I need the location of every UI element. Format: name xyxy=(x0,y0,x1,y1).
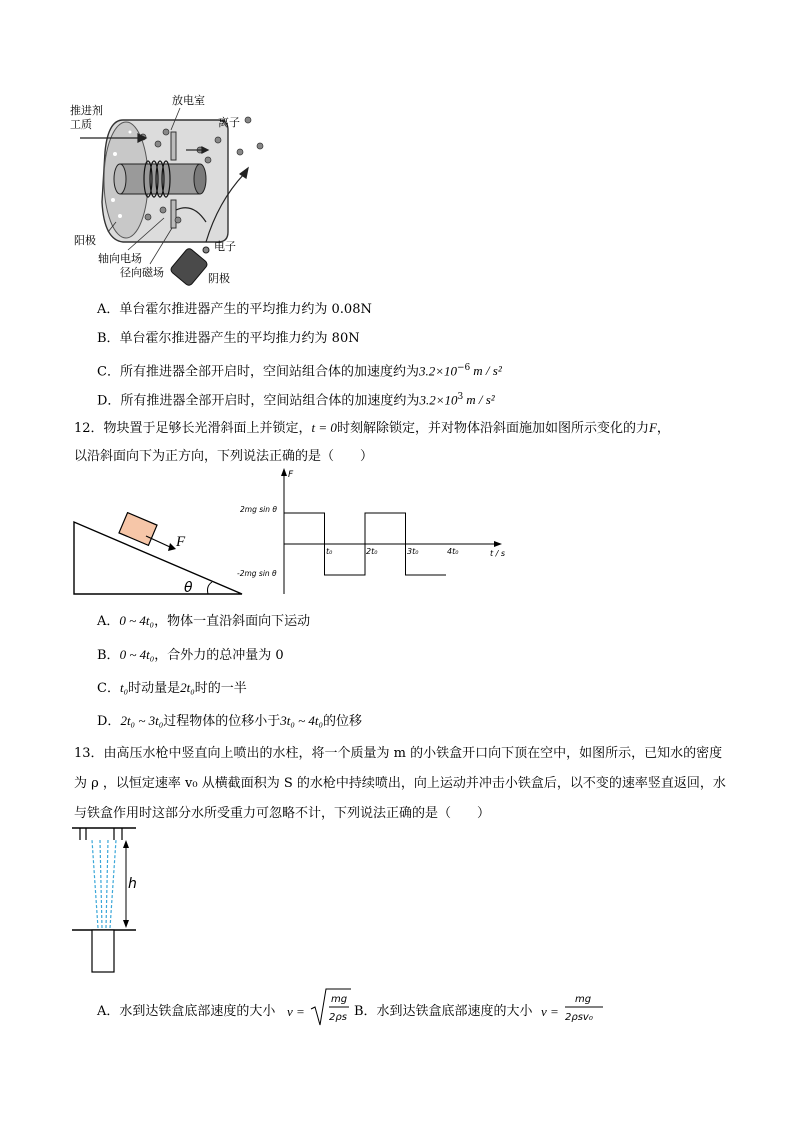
q11-option-d-exp: 3 xyxy=(457,392,464,402)
q11-option-d-text: D．所有推进器全部开启时，空间站组合体的加速度约为 xyxy=(97,393,420,409)
q13-option-b xyxy=(354,1003,533,1021)
q12-option-d xyxy=(97,712,362,731)
water-gun-figure xyxy=(70,824,150,976)
q11-option-c-unit: m / s² xyxy=(473,363,502,379)
q13-a-num: mg xyxy=(331,994,348,1005)
q13-a-v: v = xyxy=(287,1004,305,1019)
label-propellant-1: 推进剂 xyxy=(70,104,103,117)
q13-stem: 13．由高压水枪中竖直向上喷出的水柱，将一个质量为 m 的小铁盒开口向下顶在空中，如图所示，已知水的密度为 ρ ，以恒定速率 v₀ 从横截面积为 S 的水枪中持续喷出，向上运动并冲击小铁盒后，以不变的速率竖直返回，水与铁盒作用时这部分水所受重力可忽略不计，下列说法正确的是（ ） xyxy=(74,746,726,821)
q12-stem-1a: 12．物块置于足够长光滑斜面上并锁定， xyxy=(74,421,312,436)
x-tick-t0: t₀ xyxy=(326,547,333,556)
q13-option-a-v xyxy=(287,1003,305,1022)
q11-option-c-value: 3.2×10 xyxy=(418,363,457,379)
upper-plate xyxy=(171,132,176,160)
label-ion: 离子 xyxy=(218,116,240,129)
q12-option-a xyxy=(97,612,310,631)
q13-a-den: 2ρs xyxy=(329,1012,347,1023)
x-tick-4t0: 4t₀ xyxy=(447,547,459,556)
y-axis-label: F xyxy=(288,470,294,480)
q13-option-b-v xyxy=(541,1003,559,1022)
q12-c-prefix: C． xyxy=(97,681,120,696)
q12-c-text1: 时动量是 xyxy=(128,681,181,696)
incline-F-label: F xyxy=(176,534,186,550)
water-jet xyxy=(92,840,116,928)
q11-option-c-text: C．所有推进器全部开启时，空间站组合体的加速度约为 xyxy=(97,364,419,380)
q12-b-math: 0 ~ 4t₀ xyxy=(119,647,155,662)
cathode-device xyxy=(169,247,209,287)
q13-option-a xyxy=(97,1003,275,1021)
label-anode: 阳极 xyxy=(74,234,96,247)
x-tick-2t0: 2t₀ xyxy=(366,547,378,556)
q12-d-text2: 的位移 xyxy=(323,714,363,729)
q13-b-v: v = xyxy=(541,1004,559,1019)
label-axial-field: 轴向电场 xyxy=(98,252,142,265)
q13-b-den: 2ρsv₀ xyxy=(565,1012,593,1023)
q12-b-prefix: B． xyxy=(97,648,120,663)
q12-c-math2: 2t₀ xyxy=(180,680,195,695)
y-axis-arrow xyxy=(281,468,287,476)
q12-option-b xyxy=(97,646,284,665)
q13-b-text: B．水到达铁盒底部速度的大小 xyxy=(354,1004,533,1019)
q11-option-a: A．单台霍尔推进器产生的平均推力约为 0.08N xyxy=(97,302,372,317)
incline-triangle xyxy=(74,522,242,594)
q12-a-prefix: A． xyxy=(97,614,120,629)
h-arrow-bottom xyxy=(123,920,129,928)
q12-a-math: 0 ~ 4t₀ xyxy=(119,613,155,628)
q11-option-c xyxy=(97,359,502,381)
q12-option-c xyxy=(97,679,247,698)
q12-d-text1: 过程物体的位移小于 xyxy=(163,714,281,729)
x-axis-label: t / s xyxy=(490,549,506,558)
lower-plate xyxy=(171,200,176,228)
central-cylinder xyxy=(120,164,200,194)
label-propellant-2: 工质 xyxy=(70,118,92,131)
q12-b-text: ，合外力的总冲量为 0 xyxy=(154,648,284,663)
gun-body xyxy=(92,930,114,972)
x-tick-3t0: 3t₀ xyxy=(407,547,419,556)
label-chamber: 放电室 xyxy=(172,94,205,107)
incline-theta-label: θ xyxy=(184,580,193,596)
label-cathode: 阴极 xyxy=(208,272,230,285)
cylinder-end-left xyxy=(114,164,126,194)
q11-option-b: B．单台霍尔推进器产生的平均推力约为 80N xyxy=(97,331,360,346)
q12-a-text: ，物体一直沿斜面向下运动 xyxy=(154,614,311,629)
h-label: h xyxy=(128,876,137,892)
label-radial-field: 径向磁场 xyxy=(120,266,164,279)
q11-option-d-unit: m / s² xyxy=(466,392,495,408)
hall-thruster-figure xyxy=(68,92,278,288)
x-axis-arrow xyxy=(494,541,502,547)
force-arrow-head xyxy=(168,543,176,551)
cylinder-end-right xyxy=(194,164,206,194)
q11-option-d xyxy=(97,388,495,410)
q12-stem-line2: 以沿斜面向下为正方向，下列说法正确的是（ ） xyxy=(74,449,374,464)
label-electron: 电子 xyxy=(214,240,236,253)
q12-d-prefix: D． xyxy=(97,714,121,729)
q12-stem-t0: t = 0 xyxy=(311,420,337,435)
h-arrow-top xyxy=(123,840,129,848)
block xyxy=(119,513,157,546)
q12-c-math1: t₀ xyxy=(119,680,129,695)
y-tick-pos: 2mg sin θ xyxy=(240,505,277,514)
force-time-chart xyxy=(236,466,508,598)
incline-figure xyxy=(72,512,244,596)
q12-c-text2: 时的一半 xyxy=(194,681,247,696)
q12-d-math1: 2t₀ ~ 3t₀ xyxy=(120,713,164,728)
q12-stem-1c: ， xyxy=(656,421,670,436)
q12-stem-F: F xyxy=(648,420,657,435)
q11-option-c-exp: −6 xyxy=(456,363,471,373)
q12-stem-1b: 时刻解除锁定，并对物体沿斜面施加如图所示变化的力 xyxy=(336,421,649,436)
q12-d-math2: 3t₀ ~ 4t₀ xyxy=(280,713,324,728)
q13-option-a-radical xyxy=(309,985,353,1029)
q12-stem-line1 xyxy=(74,419,670,438)
q13-b-num: mg xyxy=(575,994,592,1005)
y-tick-neg: -2mg sin θ xyxy=(237,569,277,578)
q11-option-d-value: 3.2×10 xyxy=(419,392,458,408)
q13-a-text: A．水到达铁盒底部速度的大小 xyxy=(97,1004,276,1019)
q13-option-b-fraction xyxy=(563,988,605,1028)
